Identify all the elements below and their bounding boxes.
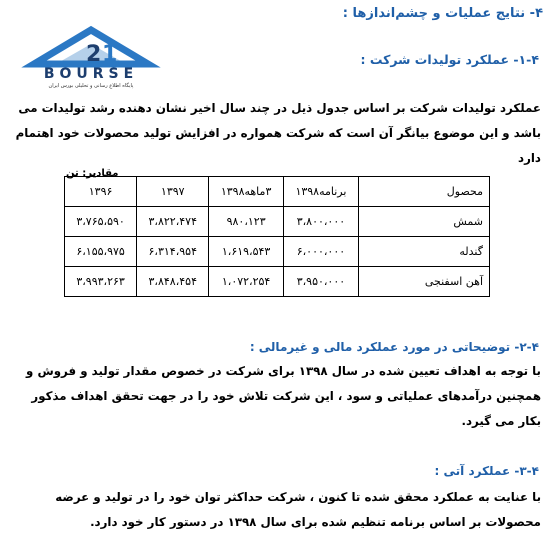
table-row bbox=[65, 267, 490, 297]
svg-text:2: 2 bbox=[86, 42, 102, 67]
header-product: محصول bbox=[359, 177, 490, 207]
product-name: گندله bbox=[359, 237, 490, 267]
header-1397: ۱۳۹۷ bbox=[137, 177, 209, 207]
cell-value: ۶،۳۱۴،۹۵۴ bbox=[137, 237, 209, 267]
table-unit-label: مقادیر: تن bbox=[66, 168, 119, 179]
logo-subtitle: پایگاه اطلاع رسانی و تحلیلی بورس ایران bbox=[48, 83, 134, 89]
financial-paragraph: با توجه به اهداف تعیین شده در سال ۱۳۹۸ برای شرکت در خصوص مقدار تولید و فروش و همچنین درآمدهای عملیاتی و سود ، این شرکت تلاش خود را در جهت تحقق اهداف مذکور بکار می گیرد. bbox=[26, 364, 541, 428]
table-header-row bbox=[65, 177, 490, 207]
cell-value: ۱،۶۱۹،۵۴۳ bbox=[209, 237, 284, 267]
section-4-3-heading: ۳-۴- عملکرد آتی : bbox=[434, 464, 539, 478]
cell-value: ۶،۱۵۵،۹۷۵ bbox=[65, 237, 137, 267]
cell-value: ۶،۰۰۰،۰۰۰ bbox=[283, 237, 358, 267]
production-table bbox=[64, 176, 490, 297]
cell-value: ۳،۸۴۸،۴۵۴ bbox=[137, 267, 209, 297]
bourse-logo bbox=[16, 20, 166, 90]
cell-value: ۱،۰۷۲،۲۵۴ bbox=[209, 267, 284, 297]
cell-value: ۳،۸۰۰،۰۰۰ bbox=[283, 207, 358, 237]
product-name: آهن اسفنجی bbox=[359, 267, 490, 297]
production-paragraph: عملکرد تولیدات شرکت بر اساس جدول ذیل در چند سال اخیر نشان دهنده رشد تولیدات می باشد و این موضوع بیانگر آن است که شرکت همواره در افزایش تولید محصولات خود اهتمام دارد bbox=[15, 101, 541, 165]
cell-value: ۹۸۰،۱۲۳ bbox=[209, 207, 284, 237]
header-plan-1398: برنامه۱۳۹۸ bbox=[283, 177, 358, 207]
header-1396: ۱۳۹۶ bbox=[65, 177, 137, 207]
table-row bbox=[65, 207, 490, 237]
section-4-1-heading: ۱-۴- عملکرد تولیدات شرکت : bbox=[360, 52, 539, 67]
header-3month-1398: ۳ماهه۱۳۹۸ bbox=[209, 177, 284, 207]
bourse-logo-icon bbox=[16, 20, 166, 90]
cell-value: ۳،۹۵۰،۰۰۰ bbox=[283, 267, 358, 297]
svg-text:1: 1 bbox=[102, 42, 118, 67]
table-row bbox=[65, 237, 490, 267]
product-name: شمش bbox=[359, 207, 490, 237]
cell-value: ۳،۷۶۵،۵۹۰ bbox=[65, 207, 137, 237]
future-performance-paragraph: با عنایت به عملکرد محقق شده تا کنون ، شرکت حداکثر توان خود را در تولید و عرضه محصولات بر اساس برنامه تنظیم شده برای سال ۱۳۹۸ در دستور کار خود دارد. bbox=[55, 490, 541, 529]
cell-value: ۳،۹۹۳،۲۶۳ bbox=[65, 267, 137, 297]
cell-value: ۳،۸۲۲،۴۷۴ bbox=[137, 207, 209, 237]
section-4-heading: ۴- نتایج عملیات و چشم‌اندازها : bbox=[342, 6, 543, 21]
logo-text: BOURSE bbox=[43, 66, 139, 82]
section-4-2-heading: ۲-۴- توضیحاتی در مورد عملکرد مالی و غیرمالی : bbox=[249, 340, 539, 354]
